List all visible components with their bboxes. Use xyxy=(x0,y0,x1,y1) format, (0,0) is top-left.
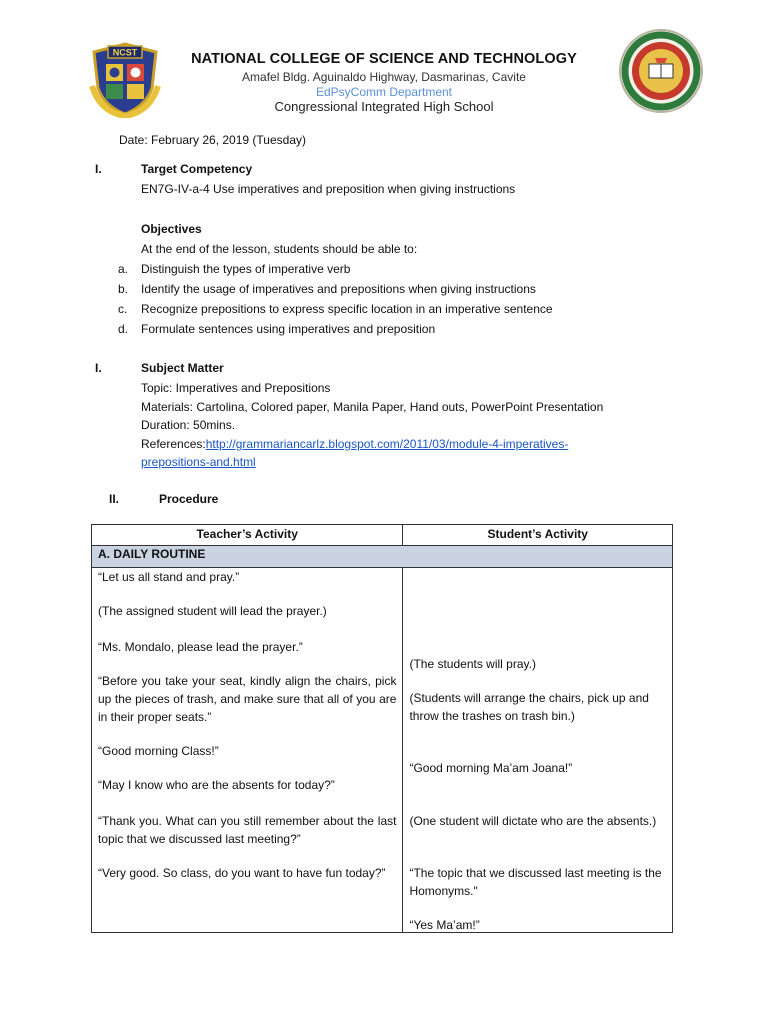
student-line: (The students will pray.) xyxy=(409,657,536,671)
references-label: References: xyxy=(141,437,206,451)
daily-routine-row: A. DAILY ROUTINE xyxy=(92,546,673,568)
references-link[interactable]: http://grammariancarlz.blogspot.com/2011/03/module-4-imperatives- xyxy=(205,437,569,451)
section-numeral: I. xyxy=(95,361,102,375)
references-line xyxy=(141,437,568,452)
student-activity-cell xyxy=(403,568,673,933)
objective-item: Identify the usage of imperatives and prepositions when giving instructions xyxy=(141,282,536,296)
procedure-table xyxy=(91,524,673,933)
student-line: “Good morning Ma’am Joana!” xyxy=(409,761,573,775)
date-line: Date: February 26, 2019 (Tuesday) xyxy=(119,133,306,147)
teacher-line: “Thank you. What can you still remember about the last topic that we discussed last meeting?” xyxy=(98,814,397,846)
teacher-line: “Before you take your seat, kindly align the chairs, pick up the pieces of trash, and make sure that all of you are in their proper seats.” xyxy=(98,674,397,724)
objective-letter: c. xyxy=(118,302,128,316)
objective-item: Recognize prepositions to express specific location in an imperative sentence xyxy=(141,302,553,316)
student-line: (Students will arrange the chairs, pick up and throw the trashes on trash bin.) xyxy=(409,691,649,723)
objective-item: Distinguish the types of imperative verb xyxy=(141,262,351,276)
subject-matter-heading: Subject Matter xyxy=(141,361,224,375)
student-line: “Yes Ma’am!” xyxy=(409,918,480,932)
teacher-activity-cell xyxy=(92,568,403,933)
teacher-line: “Ms. Mondalo, please lead the prayer.” xyxy=(98,640,303,654)
topic-line: Topic: Imperatives and Prepositions xyxy=(141,381,331,395)
institution-name: NATIONAL COLLEGE OF SCIENCE AND TECHNOLOGY xyxy=(191,51,577,67)
teacher-line: “May I know who are the absents for today?” xyxy=(98,778,335,792)
section-numeral: I. xyxy=(95,162,102,176)
student-line: (One student will dictate who are the absents.) xyxy=(409,814,657,828)
objectives-intro: At the end of the lesson, students should be able to: xyxy=(141,242,418,256)
references-link-cont-line xyxy=(141,455,256,470)
student-line: “The topic that we discussed last meeting is the Homonyms." xyxy=(409,866,662,898)
institution-address: Amafel Bldg. Aguinaldo Highway, Dasmarinas, Cavite xyxy=(242,70,526,84)
objective-letter: a. xyxy=(118,262,129,276)
objective-letter: b. xyxy=(118,282,129,296)
duration-line: Duration: 50mins. xyxy=(141,418,236,432)
target-competency-heading: Target Competency xyxy=(141,162,253,176)
section-numeral: II. xyxy=(109,492,120,506)
teacher-line: “Let us all stand and pray.” xyxy=(98,570,240,584)
objective-item: Formulate sentences using imperatives and preposition xyxy=(141,322,436,336)
department-name: EdPsyComm Department xyxy=(315,85,453,99)
svg-text:NCST: NCST xyxy=(112,47,138,58)
objective-letter: d. xyxy=(118,322,129,336)
materials-line: Materials: Cartolina, Colored paper, Manila Paper, Hand outs, PowerPoint Presentation xyxy=(141,400,604,414)
teacher-line: “Good morning Class!” xyxy=(98,744,219,758)
competency-text: EN7G-IV-a-4 Use imperatives and preposition when giving instructions xyxy=(141,182,516,196)
objectives-heading: Objectives xyxy=(141,222,202,236)
school-name: Congressional Integrated High School xyxy=(274,99,494,114)
teacher-line: (The assigned student will lead the prayer.) xyxy=(98,604,327,618)
references-link-continued[interactable]: prepositions-and.html xyxy=(141,455,256,469)
teacher-column-header: Teacher’s Activity xyxy=(92,525,403,546)
procedure-heading: Procedure xyxy=(159,492,219,506)
student-column-header: Student’s Activity xyxy=(403,525,673,546)
teacher-line: “Very good. So class, do you want to have fun today?” xyxy=(98,866,386,880)
